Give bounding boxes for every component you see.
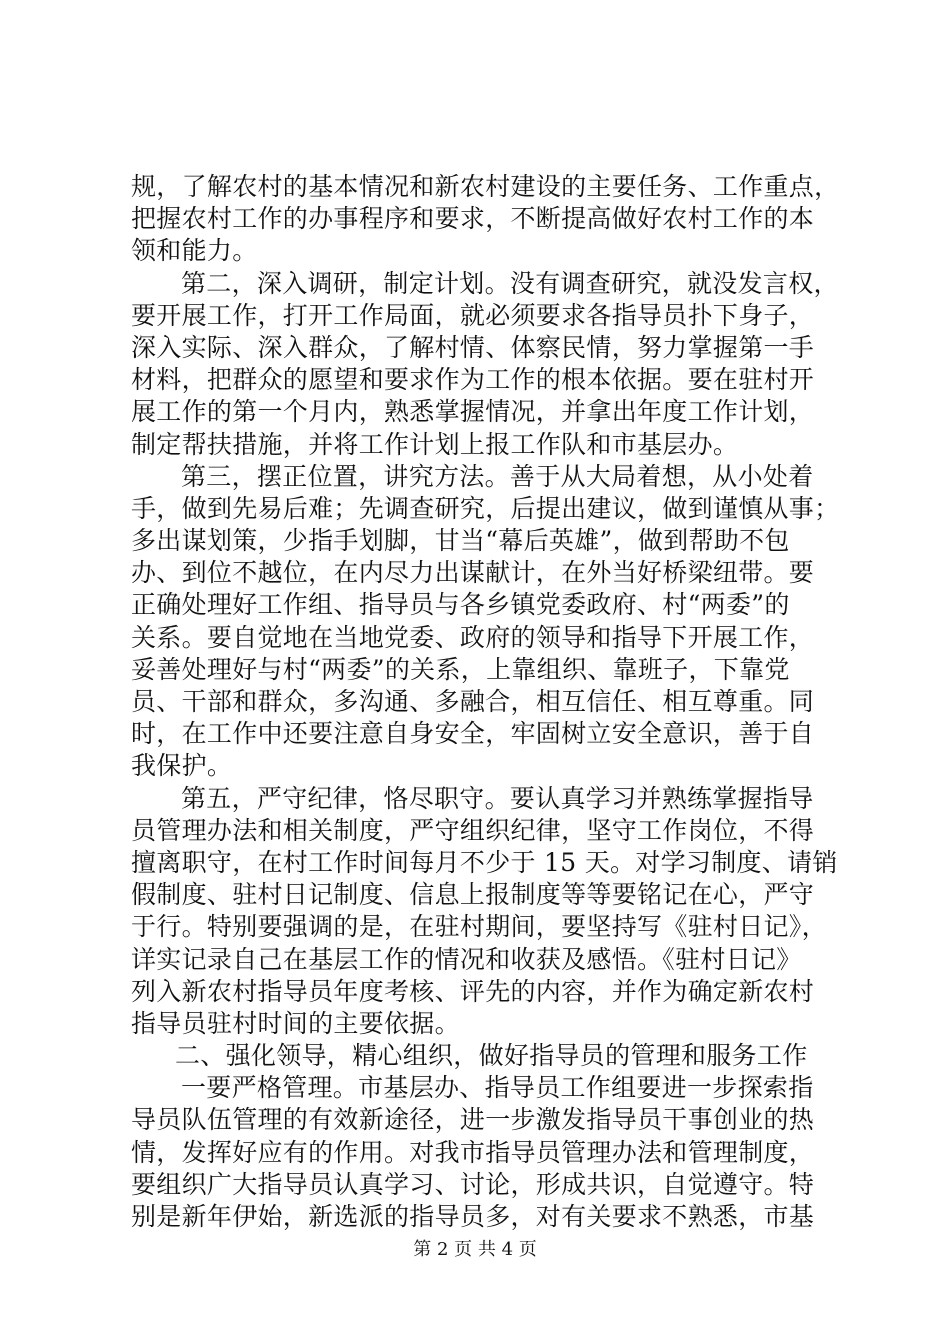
text-line: 制定帮扶措施，并将工作计划上报工作队和市基层办。 [131,429,739,459]
paragraph-start-line: 第三，摆正位置，讲究方法。善于从大局着想，从小处着 [181,461,814,491]
text-line: 正确处理好工作组、指导员与各乡镇党委政府、村“两委”的 [131,590,790,620]
text-line: 多出谋划策，少指手划脚，甘当“幕后英雄”，做到帮助不包 [131,526,790,556]
text-line: 别是新年伊始，新选派的指导员多，对有关要求不熟悉，市基 [131,1202,815,1231]
paragraph-start-line: 第二，深入调研，制定计划。没有调查研究，就没发言权， [181,268,839,298]
text-line: 我保护。 [131,751,233,781]
text-line: 领和能力。 [131,236,258,266]
document-body [131,171,840,1233]
text-line: 指导员驻村时间的主要依据。 [131,1008,460,1038]
text-line: 把握农村工作的办事程序和要求，不断提高做好农村工作的本 [131,204,815,234]
text-line: 假制度、驻村日记制度、信息上报制度等等要铭记在心，严守 [131,880,815,910]
section-heading: 二、强化领导，精心组织，做好指导员的管理和服务工作 [175,1041,808,1071]
text-line: 手，做到先易后难；先调查研究，后提出建议，做到谨慎从事； [131,493,840,523]
text-line: 详实记录自己在基层工作的情况和收获及感悟。《驻村日记》 [131,944,802,974]
text-line: 员、干部和群众，多沟通、多融合，相互信任、相互尊重。同 [131,687,815,716]
paragraph-start-line: 一要严格管理。市基层办、指导员工作组要进一步探索指 [181,1073,814,1103]
text-line: 材料，把群众的愿望和要求作为工作的根本依据。要在驻村开 [131,365,815,395]
text-line: 员管理办法和相关制度，严守组织纪律，坚守工作岗位，不得 [131,815,815,845]
text-line: 情，发挥好应有的作用。对我市指导员管理办法和管理制度， [131,1137,815,1167]
paragraph-start-line: 第五，严守纪律，恪尽职守。要认真学习并熟练掌握指导 [181,783,814,813]
text-line: 规，了解农村的基本情况和新农村建设的主要任务、工作重点， [131,172,840,201]
text-line: 时，在工作中还要注意自身安全，牢固树立安全意识，善于自 [131,719,815,749]
text-line: 要开展工作，打开工作局面，就必须要求各指导员扑下身子， [131,300,815,330]
text-line: 要组织广大指导员认真学习、讨论，形成共识，自觉遵守。特 [131,1169,815,1199]
page-number-footer: 第 2 页 共 4 页 [413,1239,537,1260]
text-line: 导员队伍管理的有效新途径，进一步激发指导员干事创业的热 [131,1105,815,1135]
text-line: 于行。特别要强调的是，在驻村期间，要坚持写《驻村日记》， [131,912,827,942]
text-line: 关系。要自觉地在当地党委、政府的领导和指导下开展工作， [131,622,815,652]
text-line: 妥善处理好与村“两委”的关系，上靠组织、靠班子，下靠党 [131,654,790,684]
text-line: 擅离职守，在村工作时间每月不少于 15 天。对学习制度、请销 [131,847,838,877]
text-line: 深入实际、深入群众，了解村情、体察民情，努力掌握第一手 [131,332,815,362]
text-line: 展工作的第一个月内，熟悉掌握情况，并拿出年度工作计划， [131,397,815,427]
text-line: 列入新农村指导员年度考核、评先的内容，并作为确定新农村 [131,976,815,1006]
text-line: 办、到位不越位，在内尽力出谋献计，在外当好桥梁纽带。要 [131,558,815,588]
